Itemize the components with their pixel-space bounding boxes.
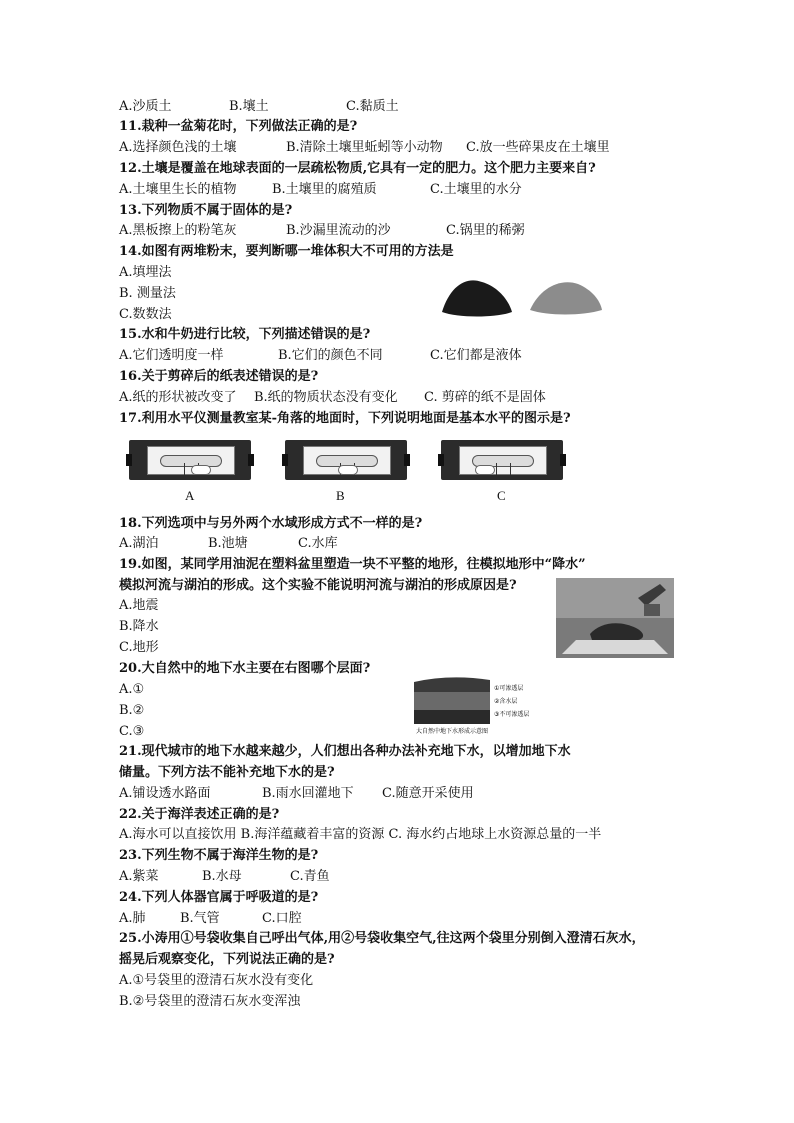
- question-12: 12.土壤是覆盖在地球表面的一层疏松物质,它具有一定的肥力。这个肥力主要来自?: [119, 161, 596, 176]
- q20-option-c: C.③: [119, 724, 145, 739]
- bubble: [338, 465, 358, 475]
- q24-option-b: B.气管: [180, 911, 220, 926]
- label-c: C: [497, 488, 506, 503]
- q11-option-c: C.放一些碎果皮在土壤里: [466, 140, 610, 155]
- bubble: [475, 465, 495, 475]
- layer-3-label: ③不可渗透层: [494, 711, 530, 718]
- q24-option-a: A.肺: [119, 911, 146, 926]
- q14-option-a: A.填埋法: [119, 265, 172, 280]
- q21-option-a: A.铺设透水路面: [119, 786, 211, 801]
- terrain-model-photo: [556, 578, 674, 658]
- question-17: 17.利用水平仪测量教室某-角落的地面时，下列说明地面是基本水平的图示是?: [119, 411, 571, 426]
- q24-option-c: C.口腔: [262, 911, 302, 926]
- q14-option-b: B. 测量法: [119, 286, 176, 301]
- q11-option-b: B.清除土壤里蚯蚓等小动物: [286, 140, 443, 155]
- q12-option-b: B.土壤里的腐殖质: [272, 182, 377, 197]
- figure-caption: 大自然中地下水形成示意图: [416, 728, 489, 735]
- q16-option-b: B.纸的物质状态没有变化: [254, 390, 398, 405]
- question-18: 18.下列选项中与另外两个水域形成方式不一样的是?: [119, 516, 423, 531]
- question-15: 15.水和牛奶进行比较，下列描述错误的是?: [119, 327, 371, 342]
- question-13: 13.下列物质不属于固体的是?: [119, 203, 293, 218]
- q23-option-a: A.紫菜: [119, 869, 159, 884]
- question-11: 11.栽种一盆菊花时，下列做法正确的是?: [119, 119, 358, 134]
- q15-option-b: B.它们的颜色不同: [278, 348, 383, 363]
- question-25: 25.小涛用①号袋收集自己呼出气体,用②号袋收集空气,往这两个袋里分别倒入澄清石灰水，: [119, 931, 645, 946]
- q13-option-c: C.锅里的稀粥: [446, 223, 525, 238]
- q23-option-b: B.水母: [202, 869, 242, 884]
- question-24: 24.下列人体器官属于呼吸道的是?: [119, 890, 319, 905]
- q13-option-b: B.沙漏里流动的沙: [286, 223, 391, 238]
- q21-option-b: B.雨水回灌地下: [262, 786, 354, 801]
- question-21-cont: 储量。下列方法不能补充地下水的是?: [119, 765, 335, 780]
- spirit-level-a: [129, 440, 251, 480]
- q23-option-c: C.青鱼: [290, 869, 330, 884]
- q10-option-a: A.沙质土: [119, 99, 172, 114]
- label-b: B: [336, 488, 345, 503]
- q20-option-b: B.②: [119, 703, 145, 718]
- q16-option-a: A.纸的形状被改变了: [119, 390, 237, 405]
- q18-option-a: A.湖泊: [119, 536, 159, 551]
- groundwater-layers-figure: [410, 670, 536, 738]
- spirit-level-c: [441, 440, 563, 480]
- powder-piles-figure: [436, 272, 606, 324]
- q21-option-c: C.随意开采使用: [382, 786, 474, 801]
- question-14: 14.如图有两堆粉末，要判断哪一堆体积大不可用的方法是: [119, 244, 454, 259]
- q20-option-a: A.①: [119, 682, 145, 697]
- question-22: 22.关于海洋表述正确的是?: [119, 807, 280, 822]
- layer-2-label: ②含水层: [494, 698, 518, 705]
- question-19-cont: 模拟河流与湖泊的形成。这个实验不能说明河流与湖泊的形成原因是?: [119, 578, 517, 593]
- q19-option-c: C.地形: [119, 640, 159, 655]
- gray-powder-pile: [530, 282, 602, 314]
- layer-1-label: ①可渗透层: [494, 685, 524, 692]
- q25-option-a: A.①号袋里的澄清石灰水没有变化: [119, 973, 314, 988]
- q10-option-b: B.壤土: [229, 99, 269, 114]
- bubble: [191, 465, 211, 475]
- q12-option-c: C.土壤里的水分: [430, 182, 522, 197]
- q11-option-a: A.选择颜色浅的土壤: [119, 140, 237, 155]
- question-23: 23.下列生物不属于海洋生物的是?: [119, 848, 319, 863]
- q22-options: A.海水可以直接饮用 B.海洋蕴藏着丰富的资源 C. 海水约占地球上水资源总量的一半: [119, 827, 602, 842]
- q19-option-a: A.地震: [119, 598, 159, 613]
- q15-option-a: A.它们透明度一样: [119, 348, 224, 363]
- spirit-level-b: [285, 440, 407, 480]
- q10-option-c: C.黏质土: [346, 99, 399, 114]
- label-a: A: [185, 488, 195, 503]
- q18-option-b: B.池塘: [208, 536, 248, 551]
- q18-option-c: C.水库: [298, 536, 338, 551]
- q25-option-b: B.②号袋里的澄清石灰水变浑浊: [119, 994, 301, 1009]
- q15-option-c: C.它们都是液体: [430, 348, 522, 363]
- q13-option-a: A.黑板擦上的粉笔灰: [119, 223, 237, 238]
- q19-option-b: B.降水: [119, 619, 159, 634]
- question-16: 16.关于剪碎后的纸表述错误的是?: [119, 369, 319, 384]
- q12-option-a: A.土壤里生长的植物: [119, 182, 237, 197]
- q14-option-c: C.数数法: [119, 307, 172, 322]
- question-19: 19.如图，某同学用油泥在塑料盆里塑造一块不平整的地形，往模拟地形中“降水”: [119, 557, 586, 572]
- dark-powder-pile: [442, 280, 512, 316]
- question-20: 20.大自然中的地下水主要在右图哪个层面?: [119, 661, 371, 676]
- question-25-cont: 摇晃后观察变化，下列说法正确的是?: [119, 952, 335, 967]
- q16-option-c: C. 剪碎的纸不是固体: [424, 390, 546, 405]
- question-21: 21.现代城市的地下水越来越少，人们想出各种办法补充地下水，以增加地下水: [119, 744, 571, 759]
